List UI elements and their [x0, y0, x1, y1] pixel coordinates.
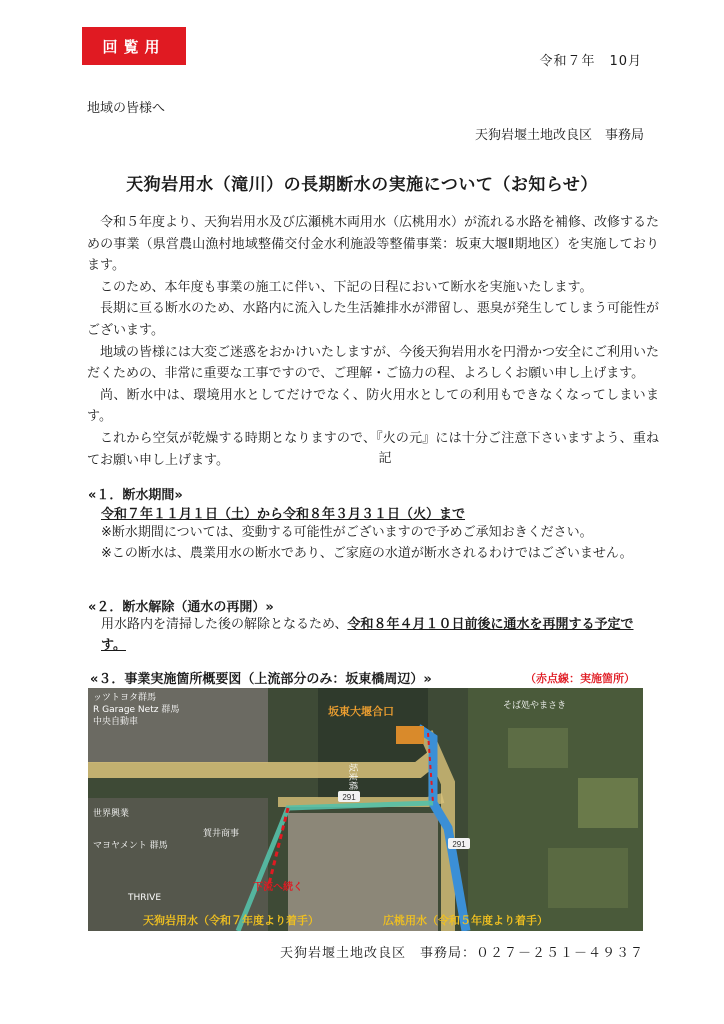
paragraph: 長期に亘る断水のため、水路内に流入した生活雑排水が滞留し、悪臭が発生してしまう可能性がございます。	[87, 301, 659, 338]
place-label: マヨヤメント 群馬	[93, 841, 168, 851]
place-label: ッツトヨタ群馬	[93, 693, 157, 703]
aerial-map	[88, 688, 643, 931]
tengu-canal-label: 天狗岩用水（令和７年度より着手）	[143, 914, 319, 927]
downstream-label: 下流へ続く	[253, 882, 303, 893]
route-number: 291	[452, 840, 466, 849]
paragraph: これから空気が乾燥する時期となりますので、『火の元』には十分ご注意下さいますよう、重ねてお願い申し上げます。	[87, 430, 659, 468]
place-label: 中央自動車	[93, 717, 139, 727]
field-plot	[508, 728, 568, 768]
bridge-label: 坂東橋	[347, 763, 357, 791]
paragraph: 令和５年度より、天狗岩用水及び広瀬桃木両用水（広桃用水）が流れる水路を補修、改修するための事業（県営農山漁村地域整備交付金水利施設等整備事業：坂東大堰Ⅱ期地区）を実施しております。	[87, 215, 660, 274]
paragraph: このため、本年度も事業の施工に伴い、下記の日程において断水を実施いたします。	[100, 279, 593, 295]
circulation-stamp: 回覧用	[82, 27, 186, 65]
project-location-map	[88, 688, 643, 931]
section2-heading: «２．断水解除（通水の再開）»	[88, 600, 274, 615]
place-label: 賀井商事	[203, 829, 240, 839]
section2-text	[101, 614, 657, 656]
field-plot	[548, 848, 628, 908]
place-label: そば処やまさき	[503, 701, 567, 711]
weir-label: 坂東大堰合口	[328, 705, 394, 718]
field-plot	[578, 778, 638, 828]
document-title: 天狗岩用水（滝川）の長期断水の実施について（お知らせ）	[126, 175, 598, 195]
note: ※断水期間については、変動する可能性がございますので予めご承知おきください。	[101, 525, 593, 540]
map-legend: （赤点線：実施箇所）	[525, 672, 635, 685]
sender: 天狗岩堰土地改良区 事務局	[474, 128, 644, 143]
body-text	[87, 212, 659, 471]
ki-marker: 記	[378, 451, 392, 466]
section3-heading: «３．事業実施箇所概要図（上流部分のみ：坂東橋周辺）»	[90, 672, 432, 687]
place-label: THRIVE	[128, 893, 162, 903]
place-label: 世界興業	[93, 809, 130, 819]
kouto-canal-label: 広桃用水（令和５年度より着手）	[383, 914, 548, 927]
note: ※この断水は、農業用水の断水であり、ご家庭の水道が断水されるわけではございません。	[101, 546, 633, 561]
section2-plain: 用水路内を清掃した後の解除となるため、	[101, 617, 348, 632]
weir-marker	[396, 726, 424, 744]
outage-period: 令和７年１１月１日（土）から令和８年３月３１日（火）まで	[101, 507, 466, 522]
paragraph: 地域の皆様には大変ご迷惑をおかけいたしますが、今後天狗岩用水を円滑かつ安全にご利用いただくための、非常に重要な工事ですので、ご理解・ご協力の程、よろしくお願い申し上げます。	[87, 344, 660, 382]
issue-date: 令和７年 10月	[539, 54, 642, 69]
recipient: 地域の皆様へ	[87, 101, 166, 116]
contact-footer: 天狗岩堰土地改良区 事務局：０２７－２５１－４９３７	[279, 946, 644, 961]
place-label: R Garage Netz 群馬	[93, 705, 180, 715]
route-number: 291	[342, 793, 356, 802]
paragraph: 尚、断水中は、環境用水としてだけでなく、防火用水としての利用もできなくなってしまいます。	[87, 387, 659, 425]
resume-date: 令和８年４月１０日前後に通水を再開する予定です。	[101, 617, 634, 653]
section1-heading: «１．断水期間»	[88, 488, 183, 503]
